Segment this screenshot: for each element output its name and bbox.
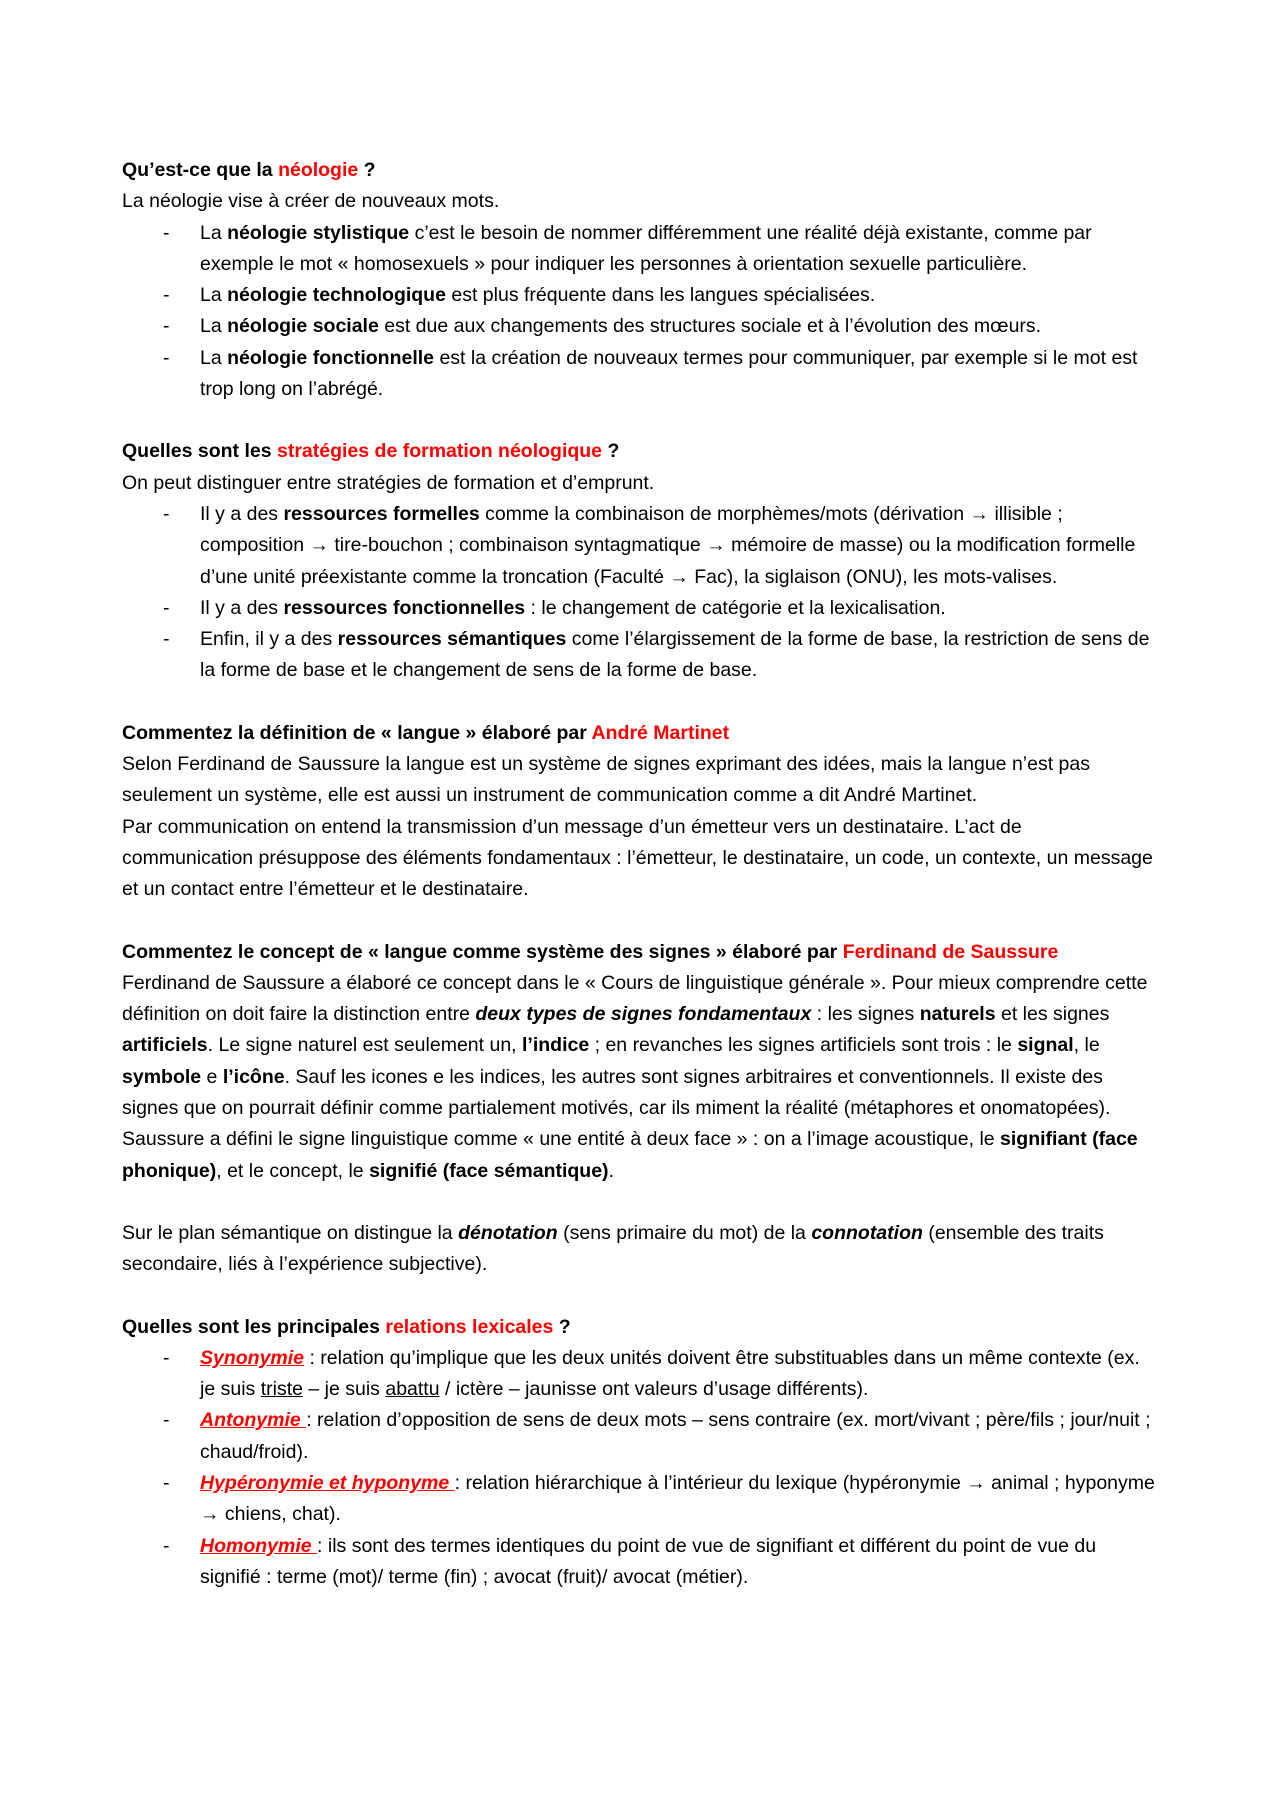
list-item: - Il y a des ressources formelles comme la combinaison de morphèmes/mots (dérivation → illisible ; composition → tire-bouchon ; combinaison syntagmatique → mémoire de masse) ou la modification formelle d’une unité préexistante comme la troncation (Faculté → Fac), la siglaison (ONU), les mots-valises. — [163, 502, 1136, 588]
list-item: - La néologie technologique est plus fréquente dans les langues spécialisées. — [163, 284, 876, 307]
list-item: - La néologie fonctionnelle est la création de nouveaux termes pour communiquer, par exemple si le mot est trop long on l’abrégé. — [163, 346, 1138, 401]
section-martinet — [122, 718, 1155, 906]
question-neologie: Qu’est-ce que la néologie ? — [122, 159, 376, 181]
arrow-icon: → — [309, 534, 329, 557]
section-relations — [122, 1312, 1155, 1594]
arrow-icon: → — [966, 1471, 986, 1494]
arrow-icon: → — [969, 502, 990, 525]
question-strategies: Quelles sont les stratégies de formation néologique ? — [122, 440, 620, 463]
list-neologie-types — [122, 218, 1155, 406]
list-item: - Enfin, il y a des ressources sémantiques come l’élargissement de la forme de base, la restriction de sens de la forme de base et le changement de sens de la forme de base. — [163, 628, 1150, 682]
question-relations: Quelles sont les principales relations lexicales ? — [122, 1315, 571, 1338]
list-item: - Synonymie : relation qu’implique que les deux unités doivent être substituables dans un même contexte (ex. je suis triste – je suis abattu / ictère – jaunisse ont valeurs d’usage différents). — [163, 1346, 1140, 1401]
term-hyperonymie: Hypéronymie et hyponyme — [200, 1471, 455, 1494]
list-item: - Il y a des ressources fonctionnelles : le changement de catégorie et la lexicalisation. — [163, 596, 946, 619]
section-neologie — [122, 155, 1155, 405]
section-saussure — [122, 937, 1155, 1187]
paragraph: Sur le plan sémantique on distingue la dénotation (sens primaire du mot) de la connotation (ensemble des traits secondaire, liés à l’expérience subjective). — [122, 1221, 1104, 1276]
list-ressources — [122, 499, 1155, 687]
paragraph: Par communication on entend la transmission d’un message d’un émetteur vers un destinataire. L’act de communication présuppose des éléments fondamentaux : l’émetteur, le destinataire, un code, un contexte, un message et un contact entre l’émetteur et le destinataire. — [122, 815, 1153, 901]
list-item: - Hypéronymie et hyponyme : relation hiérarchique à l’intérieur du lexique (hypéronymie → animal ; hyponyme → chiens, chat). — [163, 1471, 1155, 1526]
arrow-icon: → — [200, 1503, 220, 1526]
term-antonymie: Antonymie — [200, 1409, 307, 1432]
list-relations — [122, 1343, 1155, 1593]
arrow-icon: → — [669, 565, 689, 588]
list-item: - Homonymie : ils sont des termes identiques du point de vue de signifiant et différent du point de vue du signifié : terme (mot)/ terme (fin) ; avocat (fruit)/ avocat (métier). — [163, 1534, 1097, 1588]
list-item: - Antonymie : relation d’opposition de sens de deux mots – sens contraire (ex. mort/vivant ; père/fils ; jour/nuit ; chaud/froid). — [163, 1409, 1151, 1463]
paragraph: Selon Ferdinand de Saussure la langue est un système de signes exprimant des idées, mais la langue n’est pas seulement un système, elle est aussi un instrument de communication comme a dit André Martinet. — [122, 753, 1090, 807]
paragraph: Ferdinand de Saussure a élaboré ce concept dans le « Cours de linguistique générale ». Pour mieux comprendre cette définition on doit faire la distinction entre deux types de signes fondamentaux : les signes naturels et les signes artificiels. Le signe naturel est seulement un, l’indice ; en revanches les signes artificiels sont trois : le signal, le symbole e l’icône. Sauf les icones e les indices, les autres sont signes arbitraires et conventionnels. Il existe des signes que on pourrait définir comme partialement motivés, car ils miment la réalité (métaphores et onomatopées). — [122, 971, 1148, 1120]
section-strategies — [122, 436, 1155, 686]
intro-strategies: On peut distinguer entre stratégies de formation et d’emprunt. — [122, 471, 655, 494]
question-martinet: Commentez la définition de « langue » élaboré par André Martinet — [122, 721, 730, 744]
question-saussure: Commentez le concept de « langue comme système des signes » élaboré par Ferdinand de Saussure — [122, 940, 1059, 963]
term-synonymie: Synonymie — [200, 1346, 305, 1369]
paragraph: Saussure a défini le signe linguistique comme « une entité à deux face » : on a l’image acoustique, le signifiant (face phonique), et le concept, le signifié (face sémantique). — [122, 1128, 1138, 1182]
section-semantique — [122, 1218, 1155, 1281]
arrow-icon: → — [706, 534, 726, 557]
list-item: - La néologie sociale est due aux changements des structures sociale et à l’évolution des mœurs. — [163, 315, 1042, 338]
intro-neologie: La néologie vise à créer de nouveaux mots. — [122, 190, 500, 213]
list-item: - La néologie stylistique c’est le besoin de nommer différemment une réalité déjà existante, comme par exemple le mot « homosexuels » pour indiquer les personnes à orientation sexuelle particulière. — [163, 221, 1092, 275]
term-homonymie: Homonymie — [200, 1534, 318, 1557]
